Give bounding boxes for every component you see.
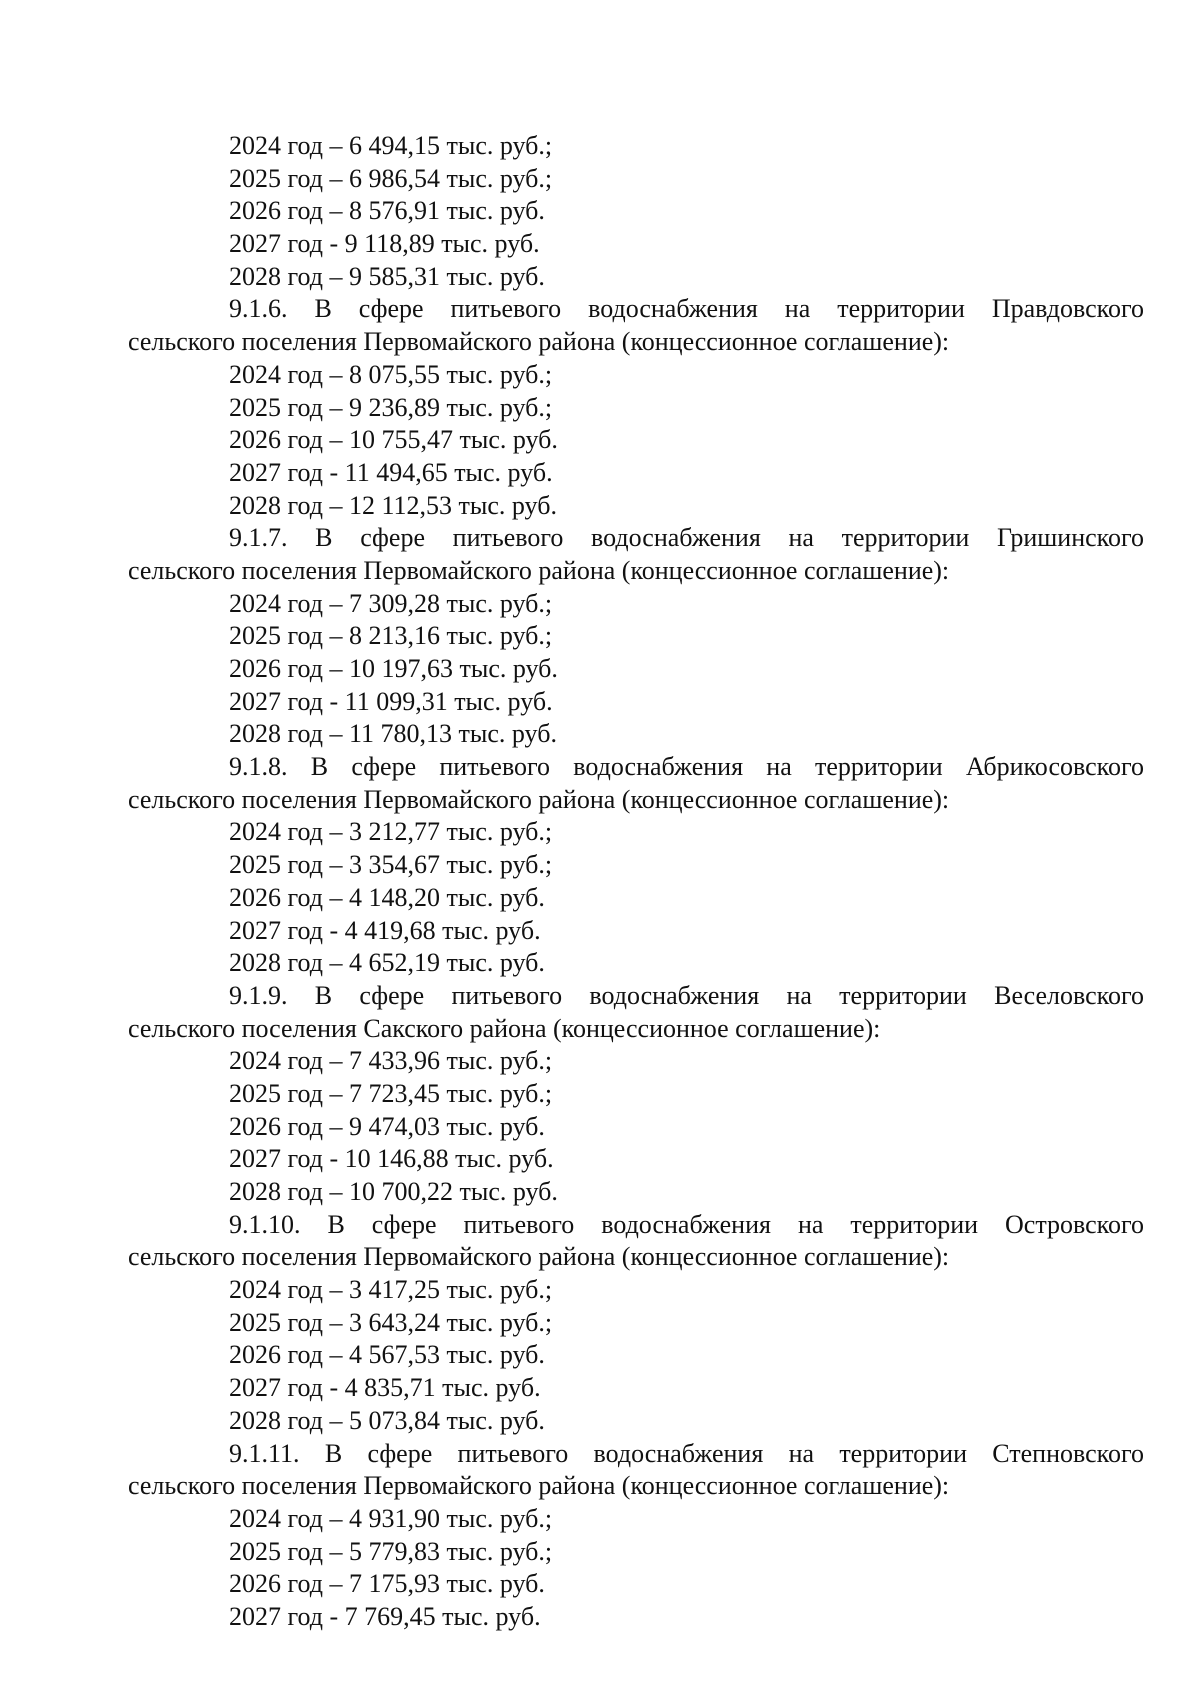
year-line: 2027 год - 4 419,68 тыс. руб. bbox=[229, 915, 541, 945]
year-line: 2028 год – 10 700,22 тыс. руб. bbox=[229, 1177, 558, 1206]
year-line: 2024 год – 3 417,25 тыс. руб.; bbox=[229, 1275, 553, 1305]
year-line: 2027 год - 9 118,89 тыс. руб. bbox=[229, 229, 540, 259]
section-9-1-7 bbox=[128, 522, 1144, 751]
year-line: 2026 год – 10 755,47 тыс. руб. bbox=[229, 425, 558, 455]
section-heading-continuation: сельского поселения Первомайского района (концессионное соглашение): bbox=[128, 1242, 950, 1272]
year-line: 2024 год – 6 494,15 тыс. руб.; bbox=[229, 131, 553, 160]
year-line: 2025 год – 7 723,45 тыс. руб.; bbox=[229, 1078, 553, 1108]
year-line: 2026 год – 7 175,93 тыс. руб. bbox=[229, 1569, 545, 1599]
year-line: 2025 год – 9 236,89 тыс. руб.; bbox=[229, 392, 553, 422]
year-line: 2027 год - 11 099,31 тыс. руб. bbox=[229, 686, 553, 716]
year-line: 2025 год – 3 643,24 тыс. руб.; bbox=[229, 1307, 553, 1337]
year-line: 2028 год – 12 112,53 тыс. руб. bbox=[229, 490, 557, 520]
section-9-1-8 bbox=[128, 751, 1144, 980]
page-content bbox=[128, 130, 1144, 1634]
section-heading-continuation: сельского поселения Первомайского района (концессионное соглашение): bbox=[128, 784, 950, 814]
year-line: 2028 год – 4 652,19 тыс. руб. bbox=[229, 948, 545, 978]
year-line: 2026 год – 8 576,91 тыс. руб. bbox=[229, 196, 545, 226]
section-heading-continuation: сельского поселения Первомайского района (концессионное соглашение): bbox=[128, 555, 950, 585]
year-line: 2025 год – 8 213,16 тыс. руб.; bbox=[229, 621, 553, 651]
year-line: 2027 год - 10 146,88 тыс. руб. bbox=[229, 1144, 554, 1174]
section-heading-continuation: сельского поселения Первомайского района (концессионное соглашение): bbox=[128, 327, 950, 357]
section-9-1-11 bbox=[128, 1438, 1144, 1634]
year-line: 2025 год – 6 986,54 тыс. руб.; bbox=[229, 163, 553, 193]
year-line: 2027 год - 4 835,71 тыс. руб. bbox=[229, 1373, 541, 1403]
section-heading: 9.1.7. В сфере питьевого водоснабжения на территории Гришинского bbox=[229, 523, 1144, 553]
section-heading: 9.1.8. В сфере питьевого водоснабжения на территории Абрикосовского bbox=[229, 752, 1144, 782]
year-line: 2024 год – 7 433,96 тыс. руб.; bbox=[229, 1046, 553, 1076]
year-line: 2028 год – 9 585,31 тыс. руб. bbox=[229, 261, 545, 291]
year-line: 2026 год – 9 474,03 тыс. руб. bbox=[229, 1111, 545, 1141]
year-line: 2028 год – 11 780,13 тыс. руб. bbox=[229, 719, 557, 749]
section-9-1-9 bbox=[128, 980, 1144, 1209]
section-heading: 9.1.9. В сфере питьевого водоснабжения на территории Веселовского bbox=[229, 980, 1144, 1010]
year-line: 2024 год – 7 309,28 тыс. руб.; bbox=[229, 588, 553, 618]
year-line: 2026 год – 4 148,20 тыс. руб. bbox=[229, 882, 545, 912]
section-heading: 9.1.6. В сфере питьевого водоснабжения на территории Правдовского bbox=[229, 294, 1144, 324]
section-heading-continuation: сельского поселения Первомайского района (концессионное соглашение): bbox=[128, 1471, 950, 1501]
year-line: 2024 год – 3 212,77 тыс. руб.; bbox=[229, 817, 553, 847]
year-line: 2026 год – 10 197,63 тыс. руб. bbox=[229, 654, 558, 683]
section-heading: 9.1.10. В сфере питьевого водоснабжения на территории Островского bbox=[229, 1209, 1144, 1239]
section-heading-continuation: сельского поселения Сакского района (концессионное соглашение): bbox=[128, 1013, 881, 1043]
section-9-1-6 bbox=[128, 293, 1144, 522]
year-line: 2024 год – 4 931,90 тыс. руб.; bbox=[229, 1503, 553, 1533]
section-heading: 9.1.11. В сфере питьевого водоснабжения на территории Степновского bbox=[229, 1438, 1144, 1468]
year-line: 2026 год – 4 567,53 тыс. руб. bbox=[229, 1340, 545, 1370]
year-line: 2027 год - 7 769,45 тыс. руб. bbox=[229, 1601, 541, 1631]
year-line: 2024 год – 8 075,55 тыс. руб.; bbox=[229, 359, 553, 389]
year-line: 2025 год – 5 779,83 тыс. руб.; bbox=[229, 1536, 553, 1566]
year-line: 2027 год - 11 494,65 тыс. руб. bbox=[229, 457, 553, 487]
year-line: 2028 год – 5 073,84 тыс. руб. bbox=[229, 1405, 545, 1435]
intro-year-list bbox=[128, 130, 1144, 293]
section-9-1-10 bbox=[128, 1209, 1144, 1438]
year-line: 2025 год – 3 354,67 тыс. руб.; bbox=[229, 850, 553, 880]
